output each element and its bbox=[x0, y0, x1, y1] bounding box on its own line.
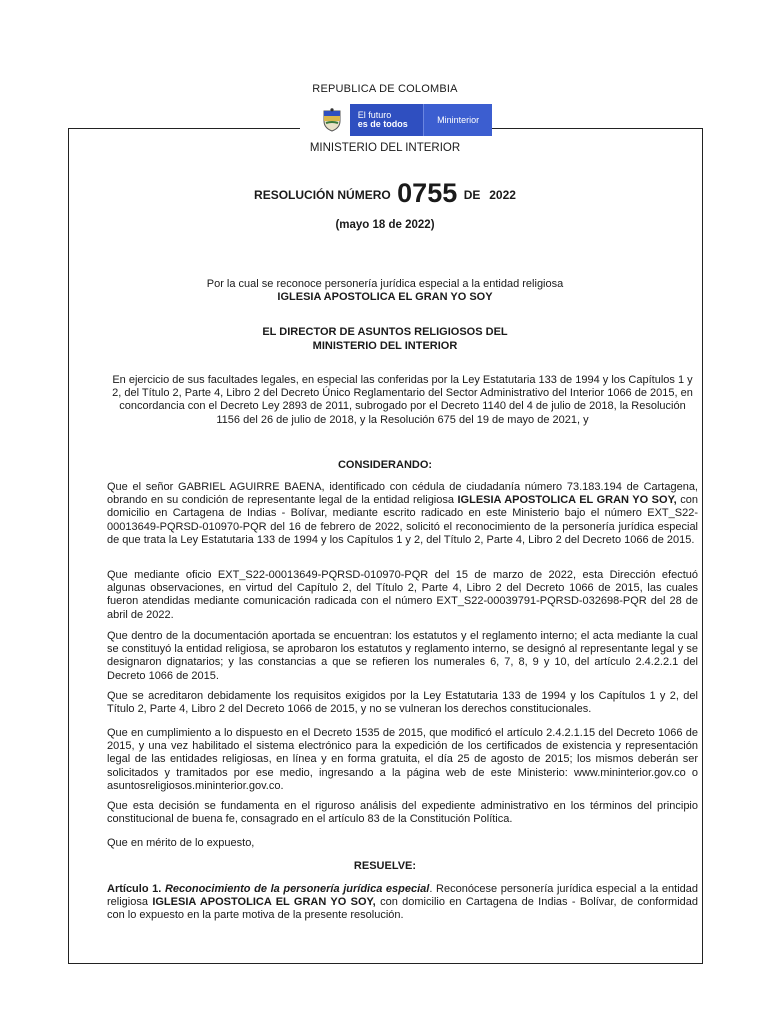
considerando-heading: CONSIDERANDO: bbox=[337, 459, 433, 471]
p1-entity: IGLESIA APOSTOLICA EL GRAN YO SOY, bbox=[457, 494, 677, 507]
resolution-subject bbox=[0, 278, 770, 304]
republic-title: REPUBLICA DE COLOMBIA bbox=[312, 83, 458, 95]
resolution-number: 0755 bbox=[397, 178, 458, 208]
intro-paragraph: En ejercicio de sus facultades legales, en especial las conferidas por la Ley Estatutaria 133 de 1994 y los Capítulos 1 y 2, del Título 2, Parte 4, Libro 2 del Decreto Único Reglamentario del Sector Administrativo del Interior 1066 de 2015, en concordancia con el Decreto Ley 2893 de 2011, subrogado por el Decreto 1140 del 4 de julio de 2018, la Resolución 1156 del 26 de julio de 2018, y la Resolución 675 del 19 de mayo de 2021, y bbox=[112, 374, 693, 426]
resolution-year: 2022 bbox=[489, 188, 516, 202]
coat-of-arms-icon bbox=[314, 104, 350, 136]
logo-slogan bbox=[350, 104, 424, 136]
article-1 bbox=[107, 883, 698, 923]
resolution-date: (mayo 18 de 2022) bbox=[335, 219, 435, 231]
article-1-title: Reconocimiento de la personería jurídica especial bbox=[164, 883, 430, 895]
resolution-de: DE bbox=[463, 188, 481, 202]
article-1-entity: IGLESIA APOSTOLICA EL GRAN YO SOY, bbox=[152, 896, 376, 909]
resuelve-heading: RESUELVE: bbox=[353, 860, 417, 872]
considerando-paragraph-2: Que mediante oficio EXT_S22-00013649-PQRSD-010970-PQR del 15 de marzo de 2022, esta Dirección efectuó algunas observaciones, en virtud del Capítulo 2, del Título 2, Parte 4, Libro 2 del Decreto 1066 de 2015, las cuales fueron atendidas mediante comunicación radicada con el número EXT_S22-00039791-PQRSD-032698-PQR del 28 de abril de 2022. bbox=[107, 569, 698, 621]
article-1-label: Artículo 1. bbox=[107, 883, 162, 895]
director-line1: EL DIRECTOR DE ASUNTOS RELIGIOSOS DEL bbox=[262, 326, 508, 338]
considerando-paragraph-1 bbox=[107, 481, 698, 547]
subject-entity: IGLESIA APOSTOLICA EL GRAN YO SOY bbox=[277, 291, 493, 303]
director-line2: MINISTERIO DEL INTERIOR bbox=[312, 340, 458, 352]
logo-slogan-line2: es de todos bbox=[357, 119, 408, 129]
subject-line1: Por la cual se reconoce personería jurídica especial a la entidad religiosa bbox=[206, 278, 564, 290]
p1-text-c: con domicilio en Cartagena de Indias - Bolívar, mediante escrito radicado en este Ministerio bajo el número EXT_S22-00013649-PQRSD-010970-PQR del 16 de febrero de 2022, solicitó el reconocimiento de la personería jurídica especial de que trata la Ley Estatutaria 133 de 1994 y los Capítulos 1 y 2, del Título 2, Parte 4, Libro 2 del Decreto 1066 de 2015. bbox=[107, 494, 698, 546]
p1-text-a: Que el señor GABRIEL AGUIRRE BAENA, identificado con cédula de ciudadanía número 73.183.194 de Cartagena, obrando en su condición de representante legal de la entidad religiosa bbox=[107, 481, 698, 507]
considerando-paragraph-7: Que en mérito de lo expuesto, bbox=[107, 837, 255, 849]
considerando-paragraph-6: Que esta decisión se fundamenta en el riguroso análisis del expediente administrativo en los términos del principio constitucional de buena fe, consagrado en el artículo 83 de la Constitución Política. bbox=[107, 800, 698, 826]
resolution-label: RESOLUCIÓN NÚMERO bbox=[254, 188, 391, 202]
article-1-text-c: con domicilio en Cartagena de Indias - Bolívar, de conformidad con lo expuesto en la parte motiva de la presente resolución. bbox=[107, 896, 698, 922]
considerando-paragraph-5: Que en cumplimiento a lo dispuesto en el Decreto 1535 de 2015, que modificó el artículo 2.4.2.1.15 del Decreto 1066 de 2015, y una vez habilitado el sistema electrónico para la expedición de los certificados de existencia y representación legal de las entidades religiosas, en línea y en forma gratuita, el día 25 de agosto de 2015; los mismos deberán ser solicitados y tramitados por ese medio, ingresando a la página web de este Ministerio: www.mininterior.gov.co o asuntosreligiosos.mininterior.gov.co. bbox=[107, 727, 698, 792]
logo-entity: Mininterior bbox=[423, 104, 492, 136]
considerando-paragraph-4: Que se acreditaron debidamente los requisitos exigidos por la Ley Estatutaria 133 de 1994 y los Capítulos 1 y 2, del Título 2, Parte 4, Libro 2 del Decreto 1066 de 2015, y no se vulneran los derechos constitucionales. bbox=[107, 690, 698, 716]
logo-slogan-line1: El futuro bbox=[357, 110, 392, 120]
ministry-title: MINISTERIO DEL INTERIOR bbox=[309, 142, 461, 154]
considerando-paragraph-3: Que dentro de la documentación aportada se encuentran: los estatutos y el reglamento interno; el acta mediante la cual se constituyó la entidad religiosa, se aprobaron los estatutos y reglamento interno, se designó al representante legal y se designaron dignatarios; y las constancias a que se refieren los numerales 6, 7, 8, 9 y 10, del artículo 2.4.2.2.1 del Decreto 1066 de 2015. bbox=[107, 630, 698, 682]
government-logo bbox=[314, 104, 492, 136]
director-title bbox=[0, 325, 770, 353]
article-1-text-a: . Reconócese personería jurídica especial a la entidad religiosa bbox=[107, 883, 698, 909]
resolution-heading bbox=[0, 178, 770, 209]
